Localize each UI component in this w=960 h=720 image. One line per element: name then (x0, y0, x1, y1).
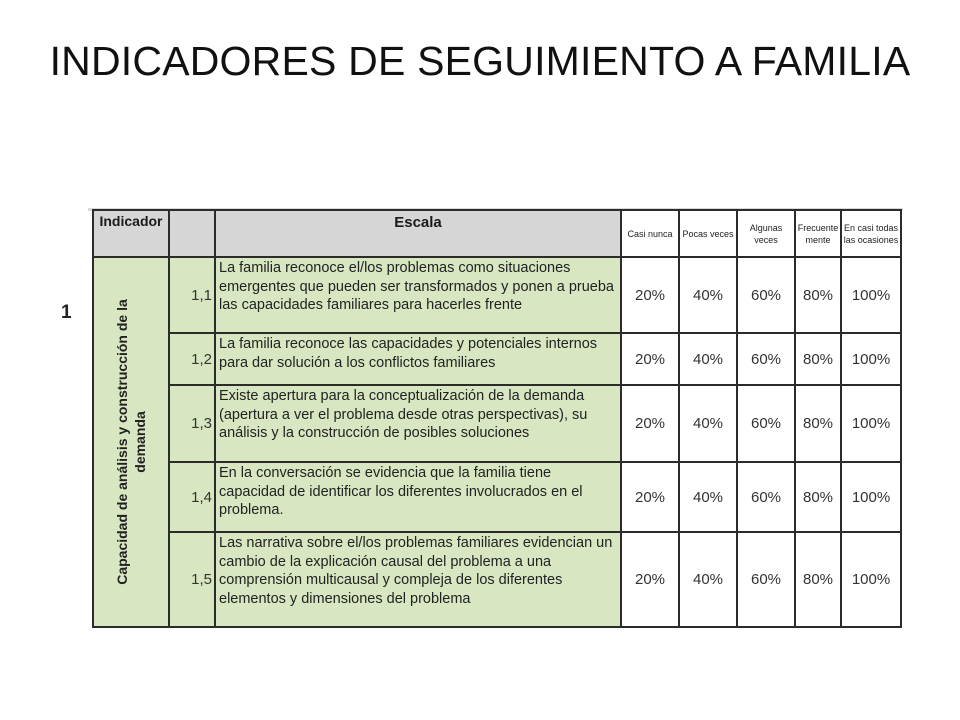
indicator-table-image (88, 208, 903, 629)
indicator-number: 1,3 (169, 385, 215, 462)
scale-value: 80% (795, 385, 841, 462)
indicator-description: Existe apertura para la conceptualización de la demanda (apertura a ver el problema desde otras perspectivas), su análisis y la construcción de posibles soluciones (215, 385, 621, 462)
scale-value: 100% (841, 385, 901, 462)
scale-label: Frecuente mente (795, 210, 841, 257)
indicator-description: En la conversación se evidencia que la familia tiene capacidad de identificar los diferentes involucrados en el problema. (215, 462, 621, 532)
category-cell (93, 257, 169, 627)
header-blank (169, 210, 215, 257)
scale-value: 20% (621, 385, 679, 462)
indicator-number: 1,1 (169, 257, 215, 333)
scale-label: Algunas veces (737, 210, 795, 257)
scale-value: 20% (621, 333, 679, 385)
row-number: 1 (61, 302, 72, 323)
table-row (93, 532, 901, 627)
scale-value: 100% (841, 333, 901, 385)
indicator-table (92, 209, 902, 628)
scale-value: 60% (737, 462, 795, 532)
scale-label: Casi nunca (621, 210, 679, 257)
indicator-number: 1,4 (169, 462, 215, 532)
scale-value: 40% (679, 385, 737, 462)
table-row (93, 333, 901, 385)
indicator-number: 1,5 (169, 532, 215, 627)
scale-label: En casi todas las ocasiones (841, 210, 901, 257)
scale-value: 40% (679, 462, 737, 532)
scale-value: 80% (795, 257, 841, 333)
scale-value: 60% (737, 333, 795, 385)
scale-value: 100% (841, 532, 901, 627)
header-escala: Escala (215, 210, 621, 257)
table-row (93, 385, 901, 462)
scale-value: 20% (621, 462, 679, 532)
table-row (93, 462, 901, 532)
indicator-description: La familia reconoce las capacidades y potenciales internos para dar solución a los conflictos familiares (215, 333, 621, 385)
indicator-number: 1,2 (169, 333, 215, 385)
category-label: Capacidad de análisis y construcción de la demanda (114, 299, 148, 585)
scale-value: 100% (841, 257, 901, 333)
scale-value: 60% (737, 257, 795, 333)
scale-value: 40% (679, 257, 737, 333)
scale-value: 40% (679, 333, 737, 385)
indicator-description: Las narrativa sobre el/los problemas familiares evidencian un cambio de la explicación causal del problema a una comprensión multicausal y compleja de los diferentes elementos y dimensiones del problema (215, 532, 621, 627)
scale-label: Pocas veces (679, 210, 737, 257)
header-row (93, 210, 901, 257)
scale-value: 80% (795, 462, 841, 532)
scale-value: 80% (795, 333, 841, 385)
scale-value: 100% (841, 462, 901, 532)
scale-value: 60% (737, 532, 795, 627)
scale-value: 80% (795, 532, 841, 627)
table-row (93, 257, 901, 333)
scale-value: 60% (737, 385, 795, 462)
slide-title: INDICADORES DE SEGUIMIENTO A FAMILIA (49, 38, 911, 84)
header-indicador: Indicador (93, 210, 169, 257)
scale-value: 40% (679, 532, 737, 627)
indicator-description: La familia reconoce el/los problemas como situaciones emergentes que pueden ser transformados y ponen a prueba las capacidades familiares para hacerles frente (215, 257, 621, 333)
scale-value: 20% (621, 257, 679, 333)
scale-value: 20% (621, 532, 679, 627)
